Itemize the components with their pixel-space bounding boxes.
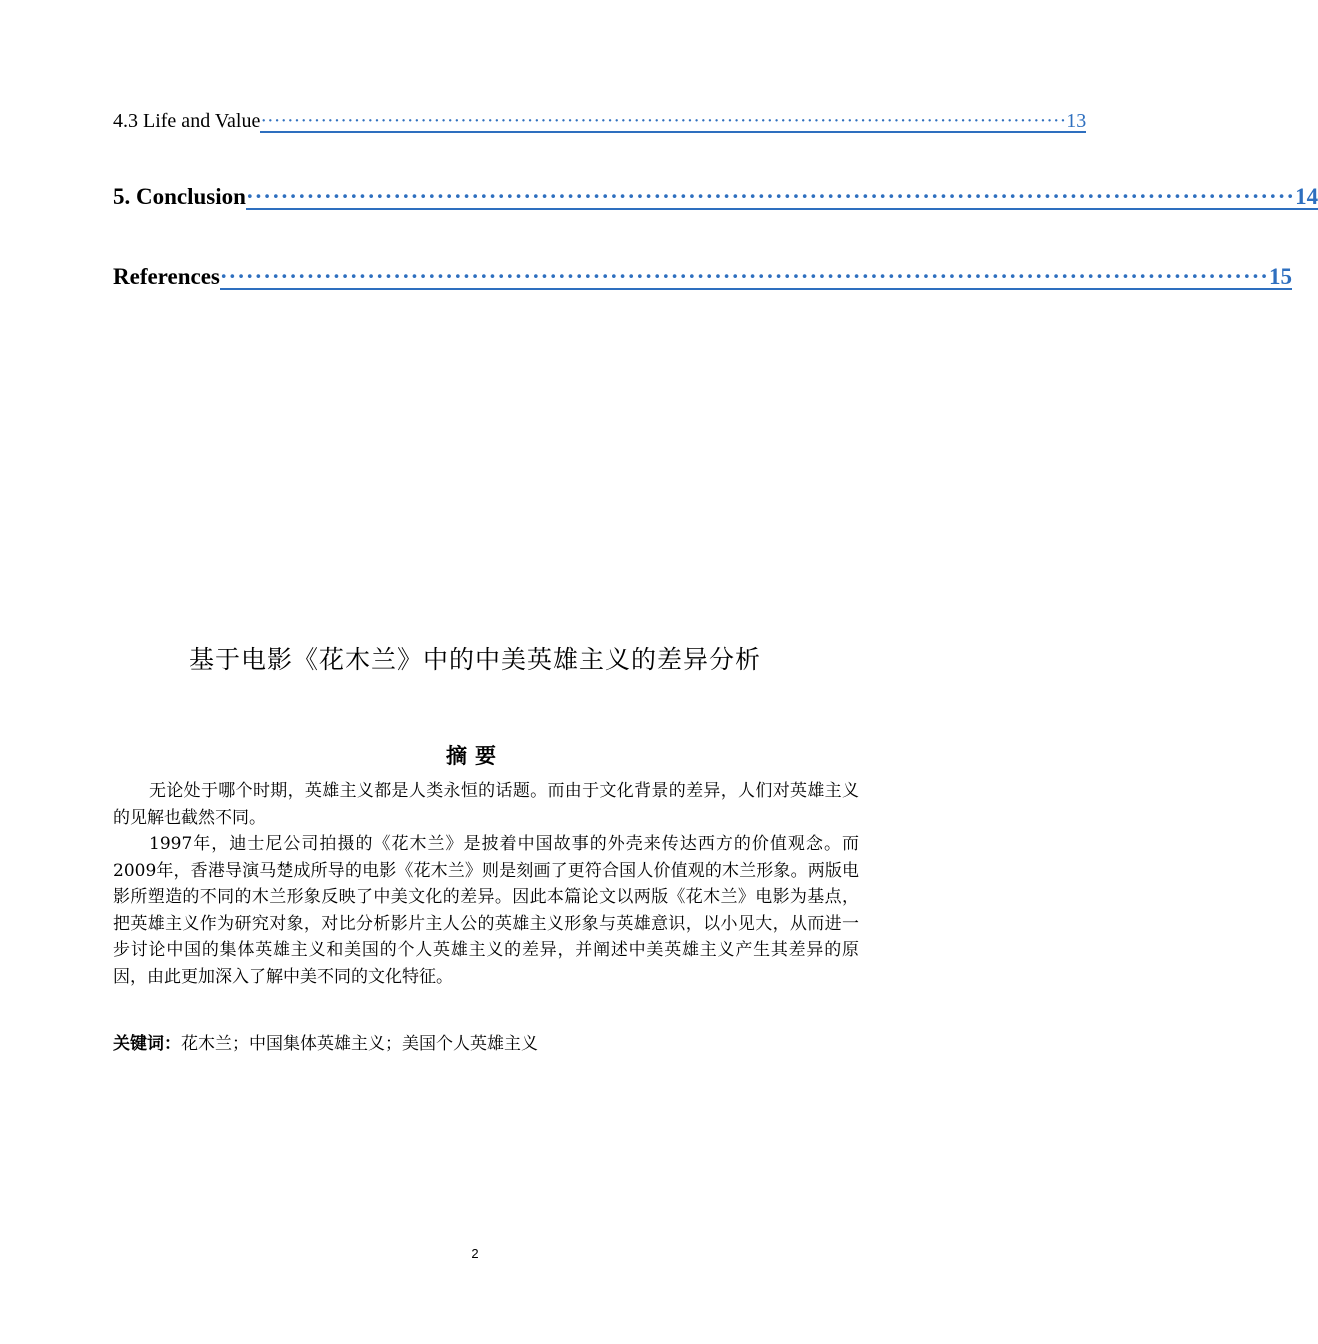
thesis-title: 基于电影《花木兰》中的中美英雄主义的差异分析 <box>188 645 761 674</box>
page-number: 2 <box>471 1246 479 1261</box>
keywords-text: 花木兰；中国集体英雄主义；美国个人英雄主义 <box>181 1034 538 1054</box>
toc-entry-conclusion[interactable] <box>113 184 1318 210</box>
toc-entry-title: 5. Conclusion <box>113 184 246 209</box>
abstract-heading: 摘要 <box>446 744 504 768</box>
toc-leader-dots: ························································································································· <box>260 110 1067 132</box>
toc-entry-title: 4.3 Life and Value <box>113 110 261 132</box>
keywords-label: 关键词： <box>113 1034 181 1054</box>
toc-page-link[interactable]: 15 <box>1268 264 1292 289</box>
toc-entry-references[interactable] <box>113 264 1292 290</box>
toc-entry-title: References <box>113 264 220 289</box>
toc-leader-dots: ························································································································· <box>245 184 1296 209</box>
keywords <box>113 1029 859 1054</box>
toc-entry-life-and-value[interactable] <box>113 110 1087 133</box>
abstract-paragraph: 无论处于哪个时期，英雄主义都是人类永恒的话题。而由于文化背景的差异，人们对英雄主义的见解也截然不同。 <box>113 781 859 828</box>
toc-page-link[interactable]: 13 <box>1066 110 1087 132</box>
abstract-paragraph: 1997年，迪士尼公司拍摄的《花木兰》是披着中国故事的外壳来传达西方的价值观念。而2009年，香港导演马楚成所导的电影《花木兰》则是刻画了更符合国人价值观的木兰形象。两版电影所塑造的不同的木兰形象反映了中美文化的差异。因此本篇论文以两版《花木兰》电影为基点，把英雄主义作为研究对象，对比分析影片主人公的英雄主义形象与英雄意识，以小见大，从而进一步讨论中国的集体英雄主义和美国的个人英雄主义的差异，并阐述中美英雄主义产生其差异的原因，由此更加深入了解中美不同的文化特征。 <box>113 834 859 987</box>
toc-page-link[interactable]: 14 <box>1295 184 1318 209</box>
toc-leader-dots: ························································································································· <box>219 264 1269 289</box>
abstract-body <box>113 778 859 990</box>
